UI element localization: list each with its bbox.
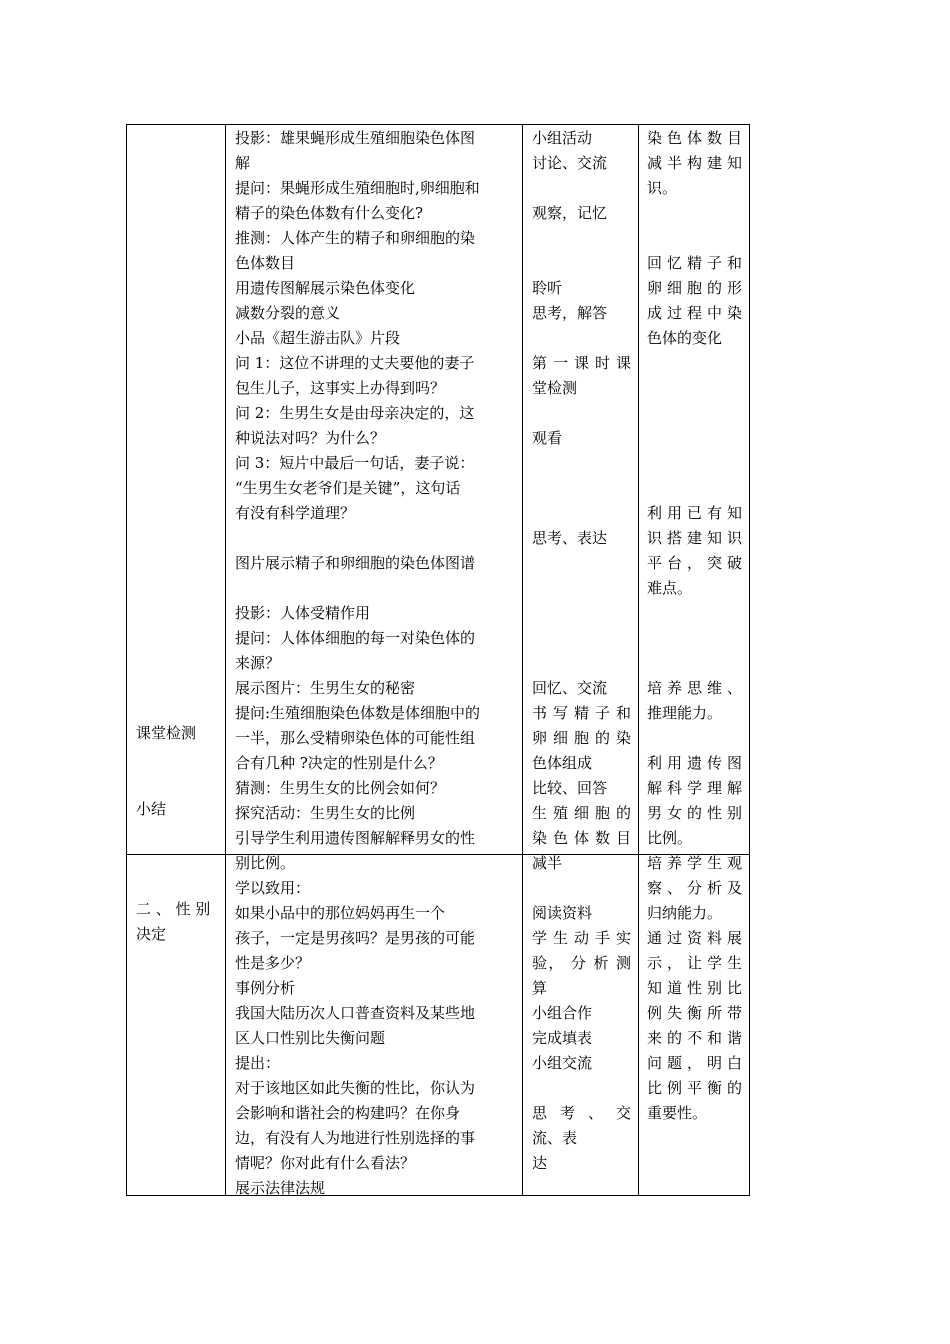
text-line: 孩子，一定是男孩吗？是男孩的可能 [235,929,476,947]
row-label-section2-line: 决定 [136,925,167,943]
text-line: 思考、表达 [532,529,608,547]
row-label-section2-line: 二 、 性 别 [136,900,211,918]
text-line [532,176,631,201]
text-line [235,576,517,601]
text-line: 提出： [235,1054,281,1072]
text-line [532,476,631,501]
text-line: 思 考 、 交 [532,1104,631,1122]
text-line [647,651,742,676]
text-line: 示 ， 让 学 生 [647,954,742,972]
text-line [532,551,631,576]
text-line: 聆听 [532,279,563,297]
text-line: 推理能力。 [647,704,723,722]
text-line: 算 [532,979,548,997]
text-line: 别比例。 [235,854,296,872]
text-line: 我国大陆历次人口普查资料及某些地 [235,1004,476,1022]
text-line: 小组交流 [532,1054,593,1072]
text-line: 色体数目 [235,254,296,272]
table-column-divider [522,124,523,1196]
text-line: 堂检测 [532,379,578,397]
text-line: 合有几种 ?决定的性别是什么？ [235,754,443,772]
text-line: 重要性。 [647,1104,708,1122]
text-line [647,376,742,401]
text-line: 男 女 的 性 别 [647,804,742,822]
text-line [647,401,742,426]
text-line: 问 2：生男生女是由母亲决定的，这 [235,404,475,422]
text-line [647,201,742,226]
text-line: 如果小品中的那位妈妈再生一个 [235,904,446,922]
table-column-divider [638,124,639,1196]
text-line [647,451,742,476]
text-line: 利 用 遗 传 图 [647,754,742,772]
text-line: 学 生 动 手 实 [532,929,631,947]
text-line: 减 半 构 建 知 [647,154,742,172]
text-line: 达 [532,1154,548,1172]
text-line: 解 [235,154,251,172]
text-line [532,401,631,426]
student-activity-column [532,126,631,1176]
text-line: 小组合作 [532,1004,593,1022]
text-line: 小组活动 [532,129,593,147]
text-line: 问 1：这位不讲理的丈夫要他的妻子 [235,354,475,372]
text-line: 小品《超生游击队》片段 [235,329,401,347]
text-line: 有没有科学道理？ [235,504,356,522]
text-line [532,1076,631,1101]
text-line: 识 搭 建 知 识 [647,529,742,547]
design-intent-column [647,126,742,1126]
text-line: 对于该地区如此失衡的性比，你认为 [235,1079,476,1097]
text-line: 精子的染色体数有什么变化? [235,204,424,222]
table-column-divider [225,124,226,1196]
text-line [532,226,631,251]
text-line: 种说法对吗？为什么？ [235,429,386,447]
text-line: 情呢？你对此有什么看法？ [235,1154,416,1172]
text-line: 来 的 不 和 谐 [647,1029,742,1047]
text-line: 投影：雄果蝇形成生殖细胞染色体图 [235,129,476,147]
text-line: 验， 分 析 测 [532,954,631,972]
text-line [532,251,631,276]
text-line: 卵 细 胞 的 形 [647,279,742,297]
text-line: 性是多少？ [235,954,311,972]
row-label-check: 课堂检测 [136,724,197,742]
text-line: 回忆、交流 [532,679,608,697]
text-line [647,626,742,651]
text-line: 提问:生殖细胞染色体数是体细胞中的 [235,704,481,722]
text-line [647,726,742,751]
text-line [532,501,631,526]
text-line: 边，有没有人为地进行性别选择的事 [235,1129,476,1147]
text-line: 卵 细 胞 的 染 [532,729,631,747]
text-line: “生男生女老爷们是关键”，这句话 [235,479,461,497]
text-line: 完成填表 [532,1029,593,1047]
text-line: 难点。 [647,579,693,597]
text-line: 书 写 精 子 和 [532,704,631,722]
text-line: 问 3：短片中最后一句话，妻子说： [235,454,475,472]
text-line: 第 一 课 时 课 [532,354,631,372]
text-line: 减数分裂的意义 [235,304,341,322]
lesson-plan-table [126,124,750,1196]
text-line: 引导学生利用遗传图解解释男女的性 [235,829,476,847]
text-line: 包生儿子，这事实上办得到吗？ [235,379,446,397]
text-line: 培 养 学 生 观 [647,854,742,872]
table-border-left [126,124,127,1196]
text-line: 图片展示精子和卵细胞的染色体图谱 [235,554,476,572]
text-line: 来源？ [235,654,281,672]
text-line: 事例分析 [235,979,296,997]
text-line: 提问：人体体细胞的每一对染色体的 [235,629,476,647]
text-line: 展示法律法规 [235,1179,326,1197]
text-line: 色体组成 [532,754,593,772]
text-line: 色体的变化 [647,329,723,347]
text-line: 利 用 已 有 知 [647,504,742,522]
text-line [647,351,742,376]
row-label-section2 [136,897,218,947]
text-line: 会影响和谐社会的构建吗？在你身 [235,1104,461,1122]
text-line: 猜测：生男生女的比例会如何？ [235,779,446,797]
text-line: 一半，那么受精卵染色体的可能性组 [235,729,476,747]
text-line: 生 殖 细 胞 的 [532,804,631,822]
text-line: 阅读资料 [532,904,593,922]
text-line [532,651,631,676]
text-line: 推测：人体产生的精子和卵细胞的染 [235,229,476,247]
row-label-summary: 小结 [136,800,167,818]
text-line: 展示图片：生男生女的秘密 [235,679,416,697]
text-line: 知 道 性 别 比 [647,979,742,997]
text-line [647,426,742,451]
table-border-top [126,124,750,125]
text-line: 观看 [532,429,563,447]
text-line: 染 色 体 数 目 [532,829,631,847]
text-line: 平 台 ， 突 破 [647,554,742,572]
text-line: 流、表 [532,1129,578,1147]
text-line: 学以致用： [235,879,311,897]
text-line: 识。 [647,179,678,197]
text-line: 归纳能力。 [647,904,723,922]
text-line: 培 养 思 维 、 [647,679,742,697]
text-line [532,326,631,351]
text-line: 探究活动：生男生女的比例 [235,804,416,822]
text-line: 例 失 衡 所 带 [647,1004,742,1022]
text-line [647,601,742,626]
text-line: 比例。 [647,829,693,847]
text-line: 观察，记忆 [532,204,608,222]
text-line: 减半 [532,854,563,872]
text-line [532,576,631,601]
text-line: 提问：果蝇形成生殖细胞时,卵细胞和 [235,179,480,197]
text-line [235,526,517,551]
table-border-right [749,124,750,1196]
text-line: 成 过 程 中 染 [647,304,742,322]
text-line: 解 科 学 理 解 [647,779,742,797]
text-line [532,451,631,476]
text-line: 察 、 分 析 及 [647,879,742,897]
text-line: 思考，解答 [532,304,608,322]
text-line: 区人口性别比失衡问题 [235,1029,386,1047]
text-line [532,626,631,651]
text-line: 回 忆 精 子 和 [647,254,742,272]
text-line [647,226,742,251]
text-line: 用遗传图解展示染色体变化 [235,279,416,297]
text-line: 问 题 ， 明 白 [647,1054,742,1072]
teacher-activity-column [235,126,517,1201]
text-line [647,476,742,501]
text-line [532,876,631,901]
text-line [532,601,631,626]
text-line: 比较、回答 [532,779,608,797]
text-line: 通 过 资 料 展 [647,929,742,947]
text-line: 比 例 平 衡 的 [647,1079,742,1097]
text-line: 染 色 体 数 目 [647,129,742,147]
text-line: 讨论、交流 [532,154,608,172]
text-line: 投影：人体受精作用 [235,604,371,622]
